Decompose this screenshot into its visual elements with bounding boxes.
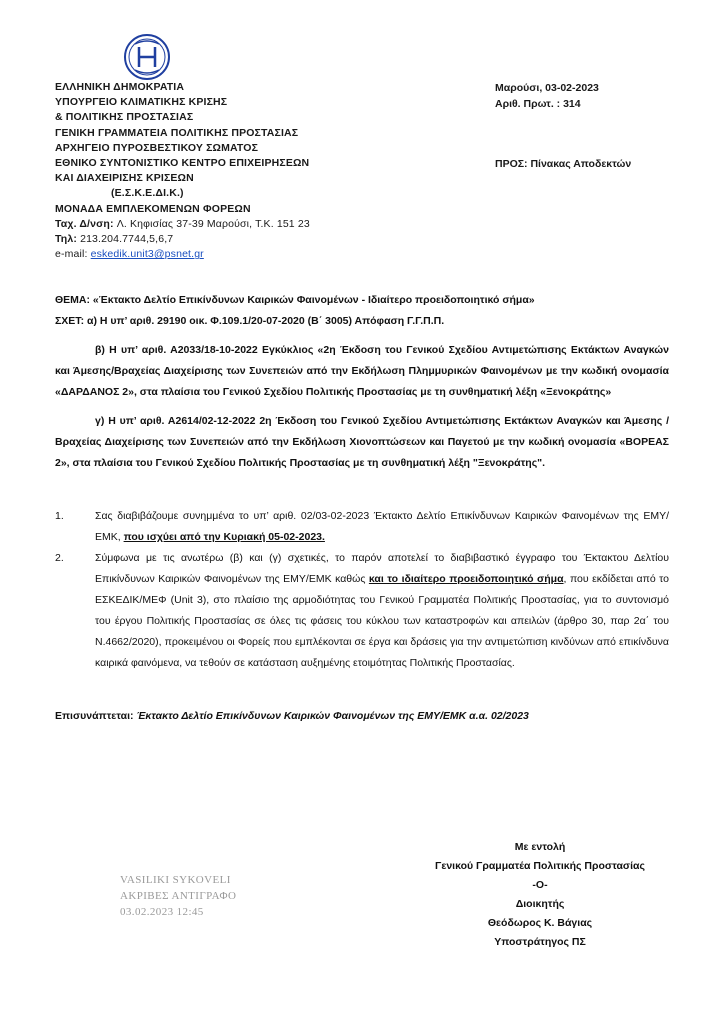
signature-line-6: Υποστράτηγος ΠΣ	[494, 936, 586, 948]
email-row	[55, 247, 455, 262]
item-2-number: 2.	[55, 552, 64, 564]
item-1-number: 1.	[55, 510, 64, 522]
item-2-part-c: , που εκδίδεται από το ΕΣΚΕΔΙΚ/ΜΕΦ (Unit 3), στο πλαίσιο της αρμοδιότητας του Γενικού Γραμματέα Πολιτικής Προστασίας, για το συντονισμό του έργου Πολιτικής Προστασίας σε όλες τις φάσεις του κύκλου των καταστροφών και απειλών (άρθρο 30, παρ 2α΄ του Ν.4662/2020), προκειμένου οι Φορείς που εμπλέκονται σε έργα και δράσεις για την αντιμετώπιση κινδύνων από επικίνδυνα καιρικά φαινόμενα, να τεθούν σε κατάσταση αυξημένης ετοιμότητας Πολιτικής Προστασίας.	[95, 573, 670, 669]
org-line-4: ΑΡΧΗΓΕΙΟ ΠΥΡΟΣΒΕΣΤΙΚΟΥ ΣΩΜΑΤΟΣ	[55, 141, 259, 154]
place-date: Μαρούσι, 03-02-2023	[495, 82, 599, 94]
reference-b-text: β) Η υπ’ αριθ. Α2033/18-10-2022 Εγκύκλιος «2η Έκδοση του Γενικού Σχεδίου Αντιμετώπισης Εκτάκτων Αναγκών και Άμεσης/Βραχείας Διαχείρισης των Συνεπειών από την Εκδήλωση Πλημμυρικών Φαινομένων με την κωδική ονομασία «ΔΑΡΔΑΝΟΣ 2», στα πλαίσια του Γενικού Σχεδίου Πολιτικής Προστασίας με τη συνθηματική λέξη «Ξενοκράτης»	[55, 344, 669, 398]
org-line-0: ΕΛΛΗΝΙΚΗ ΔΗΜΟΚΡΑΤΙΑ	[55, 81, 185, 93]
signature-line-4: Διοικητής	[515, 898, 565, 910]
email-link[interactable]: eskedik.unit3@psnet.gr	[90, 248, 204, 261]
item-2-part-a: Σύμφωνα με τις ανωτέρω (β) και (γ) σχετικές, το παρόν αποτελεί το διαβιβαστικό έγγραφο του Έκτακτου Δελτίου Επικίνδυνων Καιρικών Φαινομένων της ΕΜΥ/ΕΜΚ καθώς	[95, 552, 669, 585]
item-1-part-a: Σας διαβιβάζουμε συνημμένα το υπ’ αριθ. 02/03-02-2023 Έκτακτο Δελτίο Επικίνδυνων Καιρικών Φαινομένων της ΕΜΥ/ΕΜΚ,	[95, 510, 669, 543]
org-line-5: ΕΘΝΙΚΟ ΣΥΝΤΟΝΙΣΤΙΚΟ ΚΕΝΤΡΟ ΕΠΙΧΕΙΡΗΣΕΩΝ	[55, 157, 310, 170]
org-line-2: & ΠΟΛΙΤΙΚΗΣ ΠΡΟΣΤΑΣΙΑΣ	[55, 111, 194, 124]
phone-value: 213.204.7744,5,6,7	[80, 233, 174, 246]
address-label: Ταχ. Δ/νση:	[55, 217, 114, 230]
attachment-label: Επισυνάπτεται:	[55, 710, 134, 722]
document-meta	[495, 80, 715, 172]
item-1-text	[95, 506, 669, 548]
organization-header	[55, 80, 455, 262]
attachment-row	[55, 706, 669, 727]
unit-line: ΜΟΝΑΔΑ ΕΜΠΛΕΚΟΜΕΝΩΝ ΦΟΡΕΩΝ	[55, 202, 251, 215]
signature-line-5: Θεόδωρος Κ. Βάγιας	[487, 917, 593, 929]
phone-label: Τηλ:	[55, 233, 77, 246]
signature-line-2: Γενικού Γραμματέα Πολιτικής Προστασίας	[435, 860, 645, 872]
address-value: Λ. Κηφισίας 37-39 Μαρούσι, Τ.Κ. 151 23	[116, 217, 310, 230]
stamp-datetime: 03.02.2023 12:45	[120, 906, 204, 918]
attachment-text: Έκτακτο Δελτίο Επικίνδυνων Καιρικών Φαινομένων της ΕΜΥ/ΕΜΚ α.α. 02/2023	[136, 710, 529, 722]
signature-line-3: -Ο-	[532, 879, 548, 891]
signature-block	[380, 838, 700, 952]
reference-label: ΣΧΕΤ:	[55, 315, 85, 327]
certification-stamp	[120, 872, 236, 920]
stamp-name: VASILIKI SYKOVELI	[120, 874, 231, 886]
subject-label: ΘΕΜΑ:	[55, 294, 90, 306]
address-row	[55, 217, 455, 232]
document-body	[55, 290, 669, 727]
org-line-6: ΚΑΙ ΔΙΑΧΕΙΡΙΣΗΣ ΚΡΙΣΕΩΝ	[55, 172, 194, 185]
protocol-number: Αριθ. Πρωτ. : 314	[495, 98, 581, 110]
email-label: e-mail:	[55, 248, 88, 261]
recipient-line: ΠΡΟΣ: Πίνακας Αποδεκτών	[495, 158, 632, 170]
item-1-row	[55, 506, 669, 548]
signature-line-1: Με εντολή	[514, 841, 566, 853]
phone-row	[55, 232, 455, 247]
org-abbreviation: (Ε.Σ.Κ.Ε.ΔΙ.Κ.)	[111, 187, 184, 200]
item-2-part-b: και το ιδιαίτερο προειδοποιητικό σήμα	[368, 573, 564, 585]
org-line-1: ΥΠΟΥΡΓΕΙΟ ΚΛΙΜΑΤΙΚΗΣ ΚΡΙΣΗΣ	[55, 96, 228, 109]
reference-c-text: γ) Η υπ’ αριθ. Α2614/02-12-2022 2η Έκδοση του Γενικού Σχεδίου Αντιμετώπισης Εκτάκτων Αναγκών και Άμεσης / Βραχείας Διαχείρισης των Συνεπειών από την Εκδήλωση Χιονοπτώσεων και Παγετού με την κωδική ονομασία «ΒΟΡΕΑΣ 2», στα πλαίσια του Γενικού Σχεδίου Πολιτικής Προστασίας με τη συνθηματική λέξη "Ξενοκράτης".	[55, 415, 669, 469]
org-line-3: ΓΕΝΙΚΗ ΓΡΑΜΜΑΤΕΙΑ ΠΟΛΙΤΙΚΗΣ ΠΡΟΣΤΑΣΙΑΣ	[55, 126, 299, 139]
item-1-part-b: που ισχύει από την Κυριακή 05-02-2023.	[123, 531, 325, 543]
item-2-text	[95, 548, 669, 674]
subject-paragraph	[55, 290, 669, 311]
reference-a-text: α) Η υπ’ αριθ. 29190 οικ. Φ.109.1/20-07-2020 (Β΄ 3005) Απόφαση Γ.Γ.Π.Π.	[87, 315, 445, 327]
stamp-certification: ΑΚΡΙΒΕΣ ΑΝΤΙΓΡΑΦΟ	[120, 890, 237, 902]
item-2-row	[55, 548, 669, 674]
greek-republic-emblem-icon	[122, 32, 172, 82]
subject-text: «Έκτακτο Δελτίο Επικίνδυνων Καιρικών Φαινομένων - Ιδιαίτερο προειδοποιητικό σήμα»	[92, 294, 535, 306]
reference-a-paragraph	[55, 311, 669, 332]
